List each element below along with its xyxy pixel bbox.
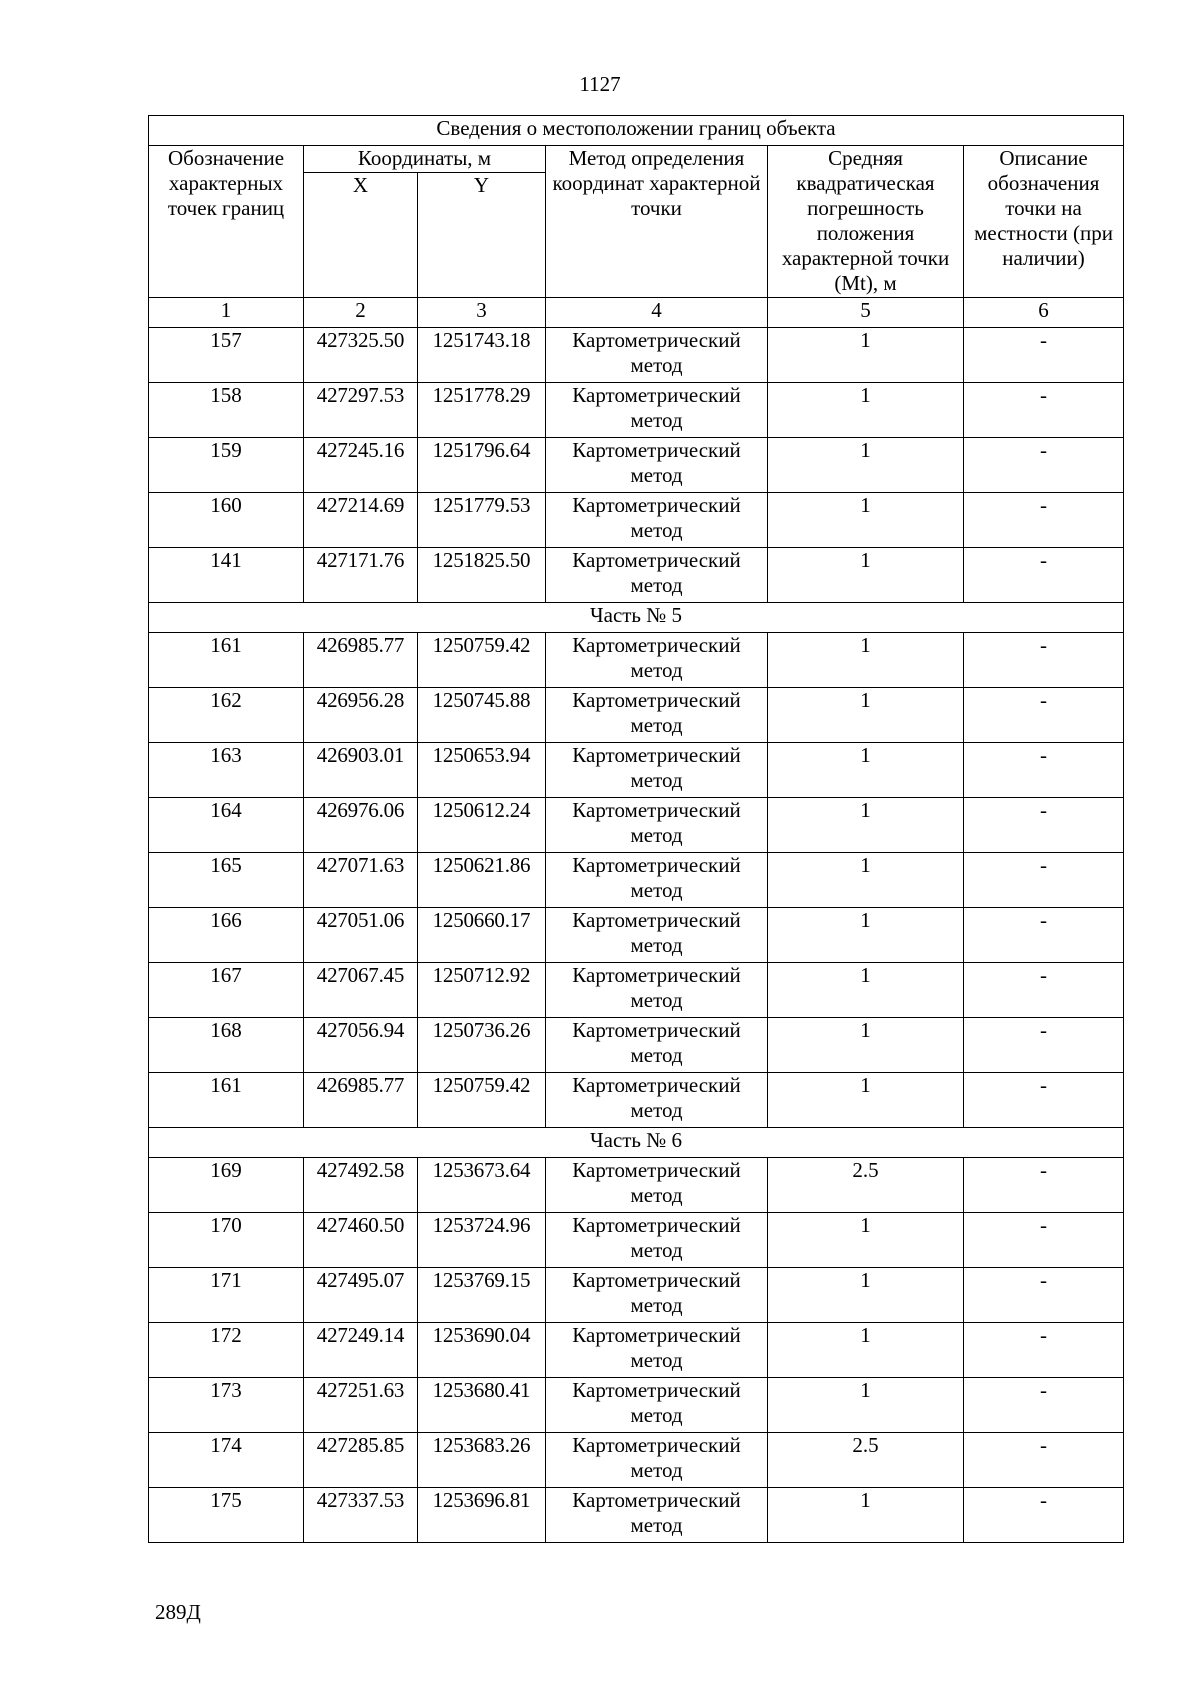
cell-error: 1 bbox=[768, 688, 964, 743]
cell-point: 172 bbox=[149, 1323, 304, 1378]
table-row bbox=[149, 908, 1124, 963]
cell-error: 1 bbox=[768, 1378, 964, 1433]
cell-description: - bbox=[964, 1378, 1124, 1433]
cell-y: 1251778.29 bbox=[418, 383, 546, 438]
header-y: Y bbox=[418, 173, 546, 298]
cell-method: Картометрический метод bbox=[546, 853, 768, 908]
table-row bbox=[149, 853, 1124, 908]
cell-y: 1250736.26 bbox=[418, 1018, 546, 1073]
column-number-row bbox=[149, 298, 1124, 328]
cell-error: 1 bbox=[768, 1213, 964, 1268]
cell-method: Картометрический метод bbox=[546, 908, 768, 963]
cell-error: 1 bbox=[768, 853, 964, 908]
table-row bbox=[149, 548, 1124, 603]
cell-x: 427171.76 bbox=[304, 548, 418, 603]
cell-description: - bbox=[964, 328, 1124, 383]
table-row bbox=[149, 743, 1124, 798]
cell-error: 1 bbox=[768, 633, 964, 688]
column-number: 1 bbox=[149, 298, 304, 328]
cell-point: 163 bbox=[149, 743, 304, 798]
section-label: Часть № 6 bbox=[149, 1128, 1124, 1158]
cell-x: 427067.45 bbox=[304, 963, 418, 1018]
cell-x: 427051.06 bbox=[304, 908, 418, 963]
cell-description: - bbox=[964, 633, 1124, 688]
cell-x: 427460.50 bbox=[304, 1213, 418, 1268]
cell-x: 426985.77 bbox=[304, 1073, 418, 1128]
cell-x: 427495.07 bbox=[304, 1268, 418, 1323]
cell-method: Картометрический метод bbox=[546, 1213, 768, 1268]
header-error: Средняя квадратическая погрешность положения характерной точки (Mt), м bbox=[768, 146, 964, 298]
header-description: Описание обозначения точки на местности (при наличии) bbox=[964, 146, 1124, 298]
table-row bbox=[149, 1488, 1124, 1543]
cell-x: 427251.63 bbox=[304, 1378, 418, 1433]
cell-point: 173 bbox=[149, 1378, 304, 1433]
cell-point: 159 bbox=[149, 438, 304, 493]
table-title: Сведения о местоположении границ объекта bbox=[149, 116, 1124, 146]
table-row bbox=[149, 438, 1124, 493]
header-point: Обозначение характерных точек границ bbox=[149, 146, 304, 298]
cell-y: 1253724.96 bbox=[418, 1213, 546, 1268]
cell-point: 165 bbox=[149, 853, 304, 908]
table-row bbox=[149, 633, 1124, 688]
table-row bbox=[149, 1158, 1124, 1213]
table-title-row bbox=[149, 116, 1124, 146]
cell-point: 164 bbox=[149, 798, 304, 853]
cell-method: Картометрический метод bbox=[546, 438, 768, 493]
cell-description: - bbox=[964, 963, 1124, 1018]
cell-x: 427214.69 bbox=[304, 493, 418, 548]
cell-method: Картометрический метод bbox=[546, 798, 768, 853]
section-label-row bbox=[149, 1128, 1124, 1158]
cell-description: - bbox=[964, 1073, 1124, 1128]
cell-error: 1 bbox=[768, 438, 964, 493]
cell-y: 1251779.53 bbox=[418, 493, 546, 548]
cell-point: 175 bbox=[149, 1488, 304, 1543]
table-row bbox=[149, 1213, 1124, 1268]
cell-error: 2.5 bbox=[768, 1158, 964, 1213]
cell-point: 161 bbox=[149, 633, 304, 688]
cell-point: 166 bbox=[149, 908, 304, 963]
cell-y: 1253769.15 bbox=[418, 1268, 546, 1323]
cell-error: 1 bbox=[768, 548, 964, 603]
cell-method: Картометрический метод bbox=[546, 548, 768, 603]
cell-method: Картометрический метод bbox=[546, 1268, 768, 1323]
cell-point: 141 bbox=[149, 548, 304, 603]
boundary-table bbox=[148, 115, 1124, 1543]
cell-method: Картометрический метод bbox=[546, 1378, 768, 1433]
cell-method: Картометрический метод bbox=[546, 688, 768, 743]
cell-description: - bbox=[964, 493, 1124, 548]
cell-method: Картометрический метод bbox=[546, 493, 768, 548]
cell-y: 1253690.04 bbox=[418, 1323, 546, 1378]
cell-method: Картометрический метод bbox=[546, 743, 768, 798]
section-label-row bbox=[149, 603, 1124, 633]
cell-description: - bbox=[964, 1488, 1124, 1543]
column-number: 5 bbox=[768, 298, 964, 328]
cell-point: 171 bbox=[149, 1268, 304, 1323]
cell-error: 1 bbox=[768, 908, 964, 963]
cell-description: - bbox=[964, 908, 1124, 963]
column-number: 3 bbox=[418, 298, 546, 328]
cell-error: 1 bbox=[768, 493, 964, 548]
cell-description: - bbox=[964, 1158, 1124, 1213]
cell-error: 1 bbox=[768, 1268, 964, 1323]
cell-x: 427285.85 bbox=[304, 1433, 418, 1488]
cell-y: 1250612.24 bbox=[418, 798, 546, 853]
cell-y: 1251825.50 bbox=[418, 548, 546, 603]
cell-error: 1 bbox=[768, 963, 964, 1018]
cell-error: 1 bbox=[768, 1488, 964, 1543]
cell-point: 162 bbox=[149, 688, 304, 743]
cell-y: 1253680.41 bbox=[418, 1378, 546, 1433]
table-row bbox=[149, 1433, 1124, 1488]
table-row bbox=[149, 688, 1124, 743]
table-row bbox=[149, 383, 1124, 438]
cell-x: 427297.53 bbox=[304, 383, 418, 438]
cell-x: 427337.53 bbox=[304, 1488, 418, 1543]
cell-method: Картометрический метод bbox=[546, 963, 768, 1018]
cell-x: 426956.28 bbox=[304, 688, 418, 743]
cell-x: 426976.06 bbox=[304, 798, 418, 853]
cell-x: 427071.63 bbox=[304, 853, 418, 908]
cell-x: 427056.94 bbox=[304, 1018, 418, 1073]
column-number: 6 bbox=[964, 298, 1124, 328]
cell-method: Картометрический метод bbox=[546, 1018, 768, 1073]
footer-code: 289Д bbox=[155, 1600, 201, 1624]
cell-y: 1250745.88 bbox=[418, 688, 546, 743]
cell-x: 427325.50 bbox=[304, 328, 418, 383]
cell-description: - bbox=[964, 688, 1124, 743]
cell-description: - bbox=[964, 383, 1124, 438]
cell-method: Картометрический метод bbox=[546, 1488, 768, 1543]
table-row bbox=[149, 328, 1124, 383]
table-row bbox=[149, 798, 1124, 853]
cell-description: - bbox=[964, 798, 1124, 853]
cell-point: 169 bbox=[149, 1158, 304, 1213]
cell-y: 1251796.64 bbox=[418, 438, 546, 493]
cell-description: - bbox=[964, 1213, 1124, 1268]
cell-x: 426903.01 bbox=[304, 743, 418, 798]
cell-x: 427245.16 bbox=[304, 438, 418, 493]
cell-description: - bbox=[964, 743, 1124, 798]
cell-error: 1 bbox=[768, 1073, 964, 1128]
cell-y: 1250759.42 bbox=[418, 1073, 546, 1128]
cell-error: 1 bbox=[768, 743, 964, 798]
cell-error: 1 bbox=[768, 1323, 964, 1378]
cell-x: 427492.58 bbox=[304, 1158, 418, 1213]
cell-x: 426985.77 bbox=[304, 633, 418, 688]
table-row bbox=[149, 1268, 1124, 1323]
cell-y: 1253673.64 bbox=[418, 1158, 546, 1213]
cell-point: 161 bbox=[149, 1073, 304, 1128]
header-x: X bbox=[304, 173, 418, 298]
cell-description: - bbox=[964, 438, 1124, 493]
header-method: Метод определения координат характерной точки bbox=[546, 146, 768, 298]
cell-method: Картометрический метод bbox=[546, 1158, 768, 1213]
cell-y: 1250653.94 bbox=[418, 743, 546, 798]
section-label: Часть № 5 bbox=[149, 603, 1124, 633]
cell-point: 167 bbox=[149, 963, 304, 1018]
cell-method: Картометрический метод bbox=[546, 1073, 768, 1128]
cell-error: 2.5 bbox=[768, 1433, 964, 1488]
cell-y: 1250660.17 bbox=[418, 908, 546, 963]
header-row bbox=[149, 146, 1124, 173]
table-row bbox=[149, 493, 1124, 548]
table-row bbox=[149, 963, 1124, 1018]
cell-method: Картометрический метод bbox=[546, 383, 768, 438]
cell-point: 160 bbox=[149, 493, 304, 548]
cell-description: - bbox=[964, 1433, 1124, 1488]
cell-point: 157 bbox=[149, 328, 304, 383]
cell-error: 1 bbox=[768, 328, 964, 383]
cell-y: 1253696.81 bbox=[418, 1488, 546, 1543]
cell-point: 170 bbox=[149, 1213, 304, 1268]
cell-method: Картометрический метод bbox=[546, 633, 768, 688]
cell-description: - bbox=[964, 1323, 1124, 1378]
cell-description: - bbox=[964, 853, 1124, 908]
header-coords: Координаты, м bbox=[304, 146, 546, 173]
cell-y: 1253683.26 bbox=[418, 1433, 546, 1488]
table-row bbox=[149, 1323, 1124, 1378]
cell-y: 1250712.92 bbox=[418, 963, 546, 1018]
cell-point: 174 bbox=[149, 1433, 304, 1488]
cell-method: Картометрический метод bbox=[546, 328, 768, 383]
cell-error: 1 bbox=[768, 798, 964, 853]
table-row bbox=[149, 1073, 1124, 1128]
column-number: 4 bbox=[546, 298, 768, 328]
cell-error: 1 bbox=[768, 383, 964, 438]
cell-point: 158 bbox=[149, 383, 304, 438]
cell-y: 1250621.86 bbox=[418, 853, 546, 908]
cell-y: 1250759.42 bbox=[418, 633, 546, 688]
cell-description: - bbox=[964, 1018, 1124, 1073]
cell-y: 1251743.18 bbox=[418, 328, 546, 383]
page-number: 1127 bbox=[579, 72, 621, 96]
column-number: 2 bbox=[304, 298, 418, 328]
cell-description: - bbox=[964, 1268, 1124, 1323]
cell-method: Картометрический метод bbox=[546, 1323, 768, 1378]
table-row bbox=[149, 1378, 1124, 1433]
cell-point: 168 bbox=[149, 1018, 304, 1073]
cell-description: - bbox=[964, 548, 1124, 603]
cell-method: Картометрический метод bbox=[546, 1433, 768, 1488]
cell-error: 1 bbox=[768, 1018, 964, 1073]
cell-x: 427249.14 bbox=[304, 1323, 418, 1378]
table-row bbox=[149, 1018, 1124, 1073]
